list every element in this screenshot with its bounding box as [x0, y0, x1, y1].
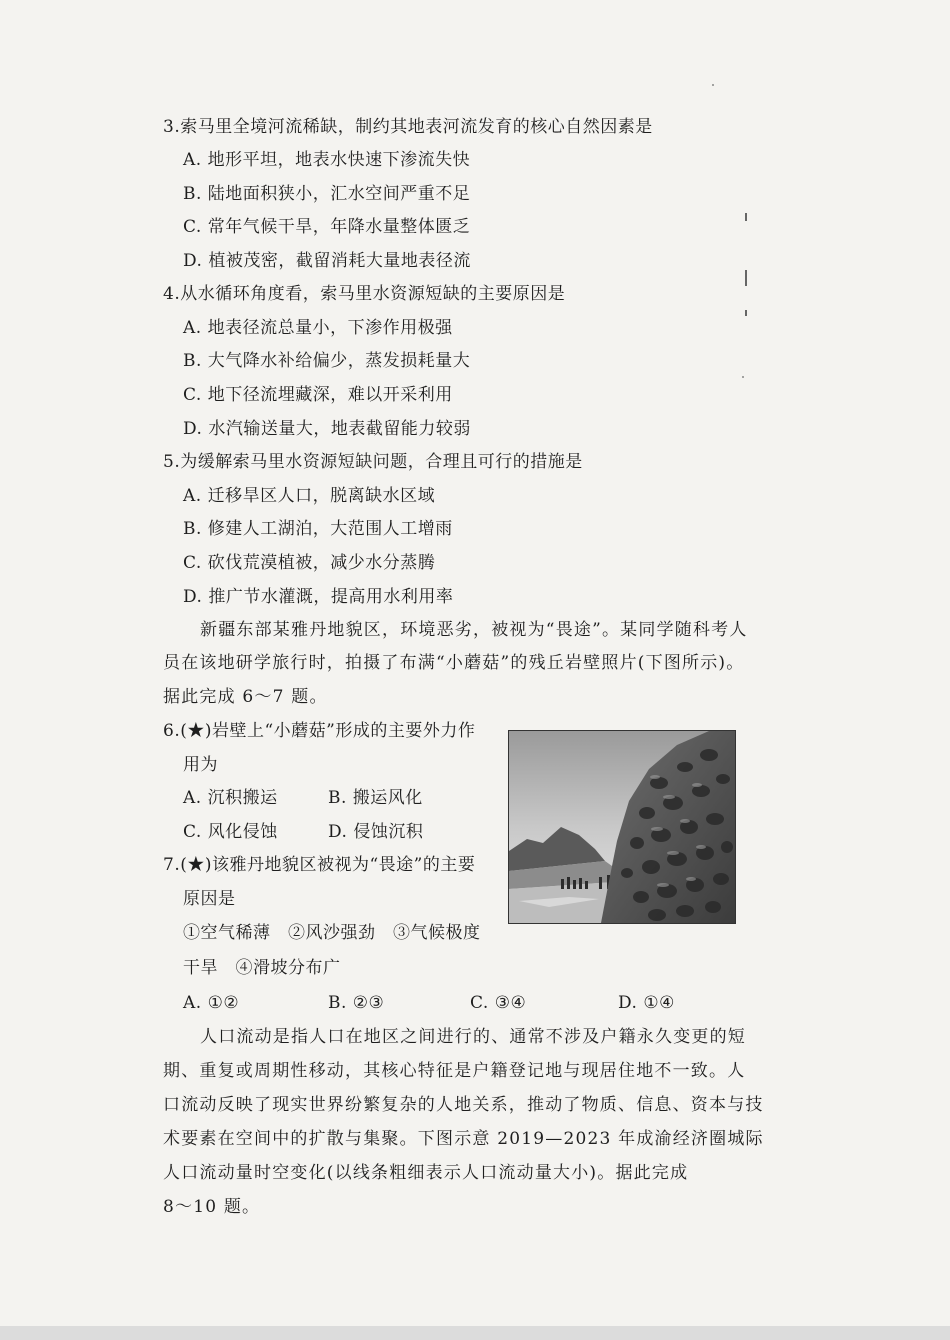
q4-option-c: C. 地下径流埋藏深，难以开采利用 — [183, 385, 453, 405]
q7-items-line-1: ①空气稀薄 ②风沙强劲 ③气候极度 — [183, 923, 481, 943]
passage2-line-2: 期、重复或周期性移动，其核心特征是户籍登记地与现居住地不一致。人 — [163, 1061, 746, 1081]
passage1-line-2: 员在该地研学旅行时，拍摄了布满“小蘑菇”的残丘岩壁照片(下图所示)。 — [163, 653, 745, 673]
yardang-cliff-photo — [508, 730, 736, 924]
passage2-line-5: 人口流动量时空变化(以线条粗细表示人口流动量大小)。据此完成 — [163, 1163, 689, 1183]
scan-bottom-edge — [0, 1326, 950, 1340]
q4-option-a: A. 地表径流总量小，下渗作用极强 — [183, 318, 453, 338]
q4-option-d: D. 水汽输送量大，地表截留能力较弱 — [183, 419, 471, 439]
q6-option-c: C. 风化侵蚀 — [183, 822, 278, 842]
q3-option-c: C. 常年气候干旱，年降水量整体匮乏 — [183, 217, 471, 237]
q6-option-b: B. 搬运风化 — [328, 788, 423, 808]
q6-stem-line-1: 6.(★)岩壁上“小蘑菇”形成的主要外力作 — [163, 721, 476, 741]
yardang-cliff-illustration — [509, 731, 735, 923]
passage2-line-1: 人口流动是指人口在地区之间进行的、通常不涉及户籍永久变更的短 — [200, 1027, 746, 1047]
scan-mark — [745, 270, 747, 286]
q3-option-d: D. 植被茂密，截留消耗大量地表径流 — [183, 251, 471, 271]
q7-option-d: D. ①④ — [618, 993, 675, 1013]
q7-stem-line-2: 原因是 — [183, 889, 236, 909]
q5-option-d: D. 推广节水灌溉，提高用水利用率 — [183, 587, 454, 607]
q5-option-a: A. 迁移旱区人口，脱离缺水区域 — [183, 486, 436, 506]
q3-stem: 3.索马里全境河流稀缺，制约其地表河流发育的核心自然因素是 — [163, 117, 653, 137]
q3-option-a: A. 地形平坦，地表水快速下渗流失快 — [183, 150, 471, 170]
q6-option-d: D. 侵蚀沉积 — [328, 822, 424, 842]
passage2-line-4: 术要素在空间中的扩散与集聚。下图示意 2019—2023 年成渝经济圈城际 — [163, 1129, 764, 1149]
passage1-line-1: 新疆东部某雅丹地貌区，环境恶劣，被视为“畏途”。某同学随科考人 — [200, 620, 748, 640]
q4-stem: 4.从水循环角度看，索马里水资源短缺的主要原因是 — [163, 284, 566, 304]
q6-option-a: A. 沉积搬运 — [183, 788, 278, 808]
scan-mark — [745, 310, 747, 316]
passage2-line-3: 口流动反映了现实世界纷繁复杂的人地关系，推动了物质、信息、资本与技 — [163, 1095, 764, 1115]
q5-stem: 5.为缓解索马里水资源短缺问题，合理且可行的措施是 — [163, 452, 583, 472]
q3-option-b: B. 陆地面积狭小，汇水空间严重不足 — [183, 184, 471, 204]
q5-option-c: C. 砍伐荒漠植被，减少水分蒸腾 — [183, 553, 436, 573]
q4-option-b: B. 大气降水补给偏少，蒸发损耗量大 — [183, 351, 471, 371]
q6-stem-line-2: 用为 — [183, 755, 218, 775]
q7-items-line-2: 干旱 ④滑坡分布广 — [183, 958, 341, 978]
q7-option-a: A. ①② — [183, 993, 240, 1013]
q7-stem-line-1: 7.(★)该雅丹地貌区被视为“畏途”的主要 — [163, 855, 476, 875]
passage2-line-6: 8～10 题。 — [163, 1197, 261, 1217]
scan-mark — [745, 213, 747, 221]
q7-option-c: C. ③④ — [470, 993, 527, 1013]
scan-dot — [712, 84, 714, 86]
q7-option-b: B. ②③ — [328, 993, 385, 1013]
passage1-line-3: 据此完成 6～7 题。 — [163, 687, 328, 707]
scan-dot — [742, 376, 744, 378]
q5-option-b: B. 修建人工湖泊，大范围人工增雨 — [183, 519, 453, 539]
